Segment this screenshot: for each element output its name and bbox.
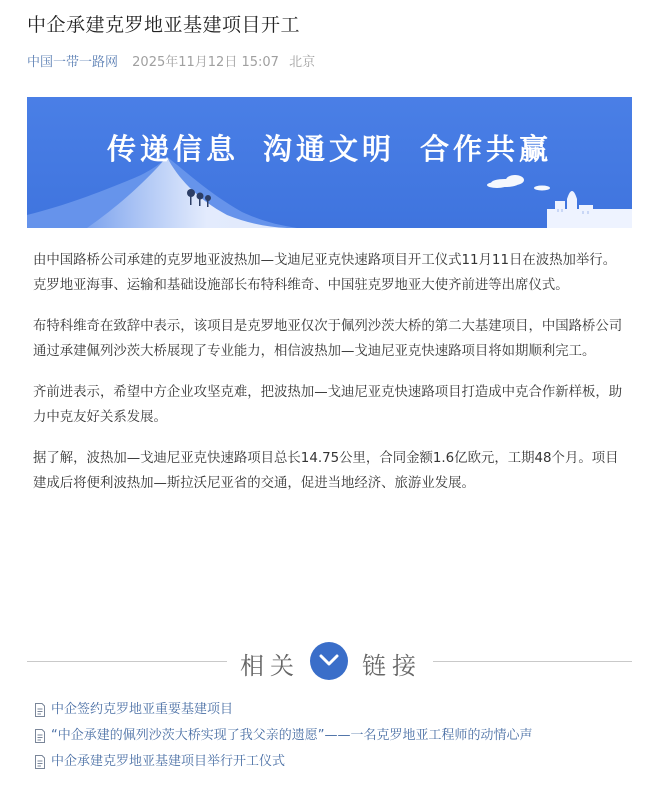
related-link[interactable] — [34, 726, 634, 752]
related-links-header — [27, 637, 632, 685]
article-meta — [27, 51, 315, 70]
divider-right — [433, 661, 632, 662]
paragraph: 齐前进表示，希望中方企业攻坚克难，把波热加—戈迪尼亚克快速路项目打造成中克合作新样板，助力中克友好关系发展。 — [33, 385, 623, 425]
divider-left — [27, 661, 227, 662]
document-icon — [34, 755, 46, 769]
publish-location: 北京 — [289, 55, 316, 70]
related-link[interactable] — [34, 752, 634, 778]
related-heading-right: 链接 — [362, 652, 422, 680]
slogan-part-3: 合作共赢 — [420, 132, 553, 166]
article-body — [33, 248, 629, 512]
paragraph: 由中国路桥公司承建的克罗地亚波热加—戈迪尼亚克快速路项目开工仪式11月11日在波热加举行。克罗地亚海事、运输和基础设施部长布特科维奇、中国驻克罗地亚大使齐前进等出席仪式。 — [33, 253, 617, 293]
publish-date: 2025年11月12日 15:07 — [132, 55, 279, 70]
slogan-part-2: 沟通文明 — [263, 132, 396, 166]
document-icon — [34, 703, 46, 717]
related-link-text[interactable]: “中企承建的佩列沙茨大桥实现了我父亲的遗愿”——一名克罗地亚工程师的动情心声 — [51, 728, 533, 743]
related-links-list — [34, 700, 634, 778]
chevron-down-icon — [310, 642, 348, 680]
related-heading-left: 相关 — [240, 652, 300, 680]
related-link[interactable] — [34, 700, 634, 726]
document-icon — [34, 729, 46, 743]
slogan-part-1: 传递信息 — [107, 132, 240, 166]
header-banner — [27, 97, 632, 228]
paragraph: 据了解，波热加—戈迪尼亚克快速路项目总长14.75公里，合同金额1.6亿欧元，工期48个月。项目建成后将便利波热加—斯拉沃尼亚省的交通，促进当地经济、旅游业发展。 — [33, 451, 619, 491]
source-link[interactable]: 中国一带一路网 — [27, 55, 119, 70]
paragraph: 布特科维奇在致辞中表示，该项目是克罗地亚仅次于佩列沙茨大桥的第二大基建项目，中国路桥公司通过承建佩列沙茨大桥展现了专业能力，相信波热加—戈迪尼亚克快速路项目将如期顺利完工。 — [33, 319, 623, 359]
related-link-text[interactable]: 中企承建克罗地亚基建项目举行开工仪式 — [51, 754, 286, 769]
related-link-text[interactable]: 中企签约克罗地亚重要基建项目 — [51, 702, 234, 717]
article-title: 中企承建克罗地亚基建项目开工 — [27, 14, 301, 36]
